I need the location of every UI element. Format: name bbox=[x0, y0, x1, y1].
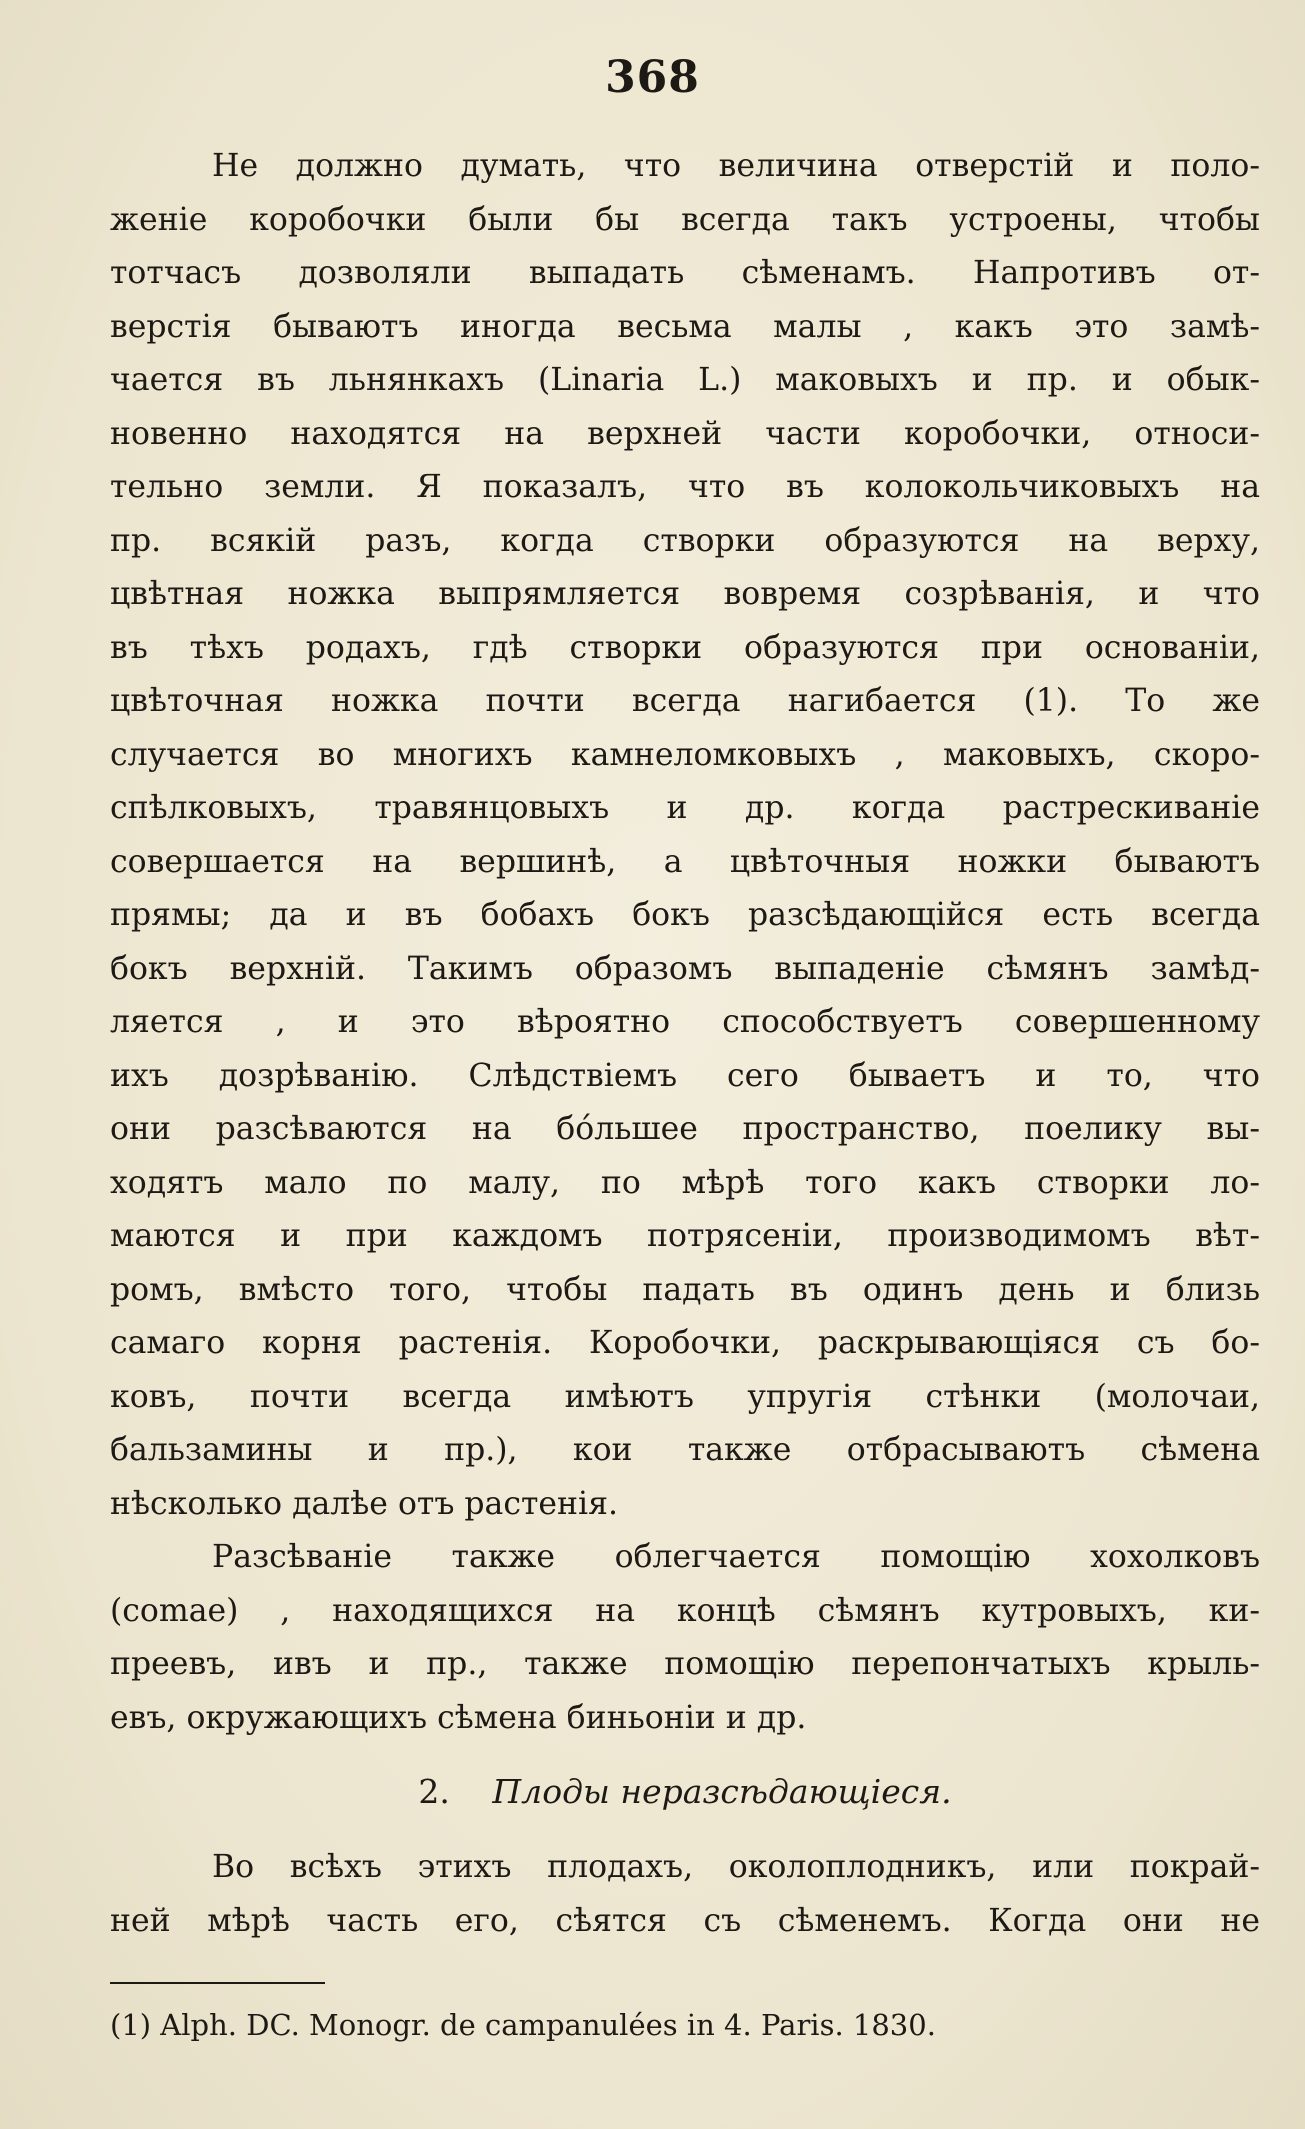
text-line: спѣлковыхъ, травянцовыхъ и др. когда растрескиваніе bbox=[110, 790, 1260, 826]
text-line: Разсѣваніе также облегчается помощію хохолковъ bbox=[212, 1539, 1260, 1575]
text-line: бальзамины и пр.), кои также отбрасываютъ сѣмена bbox=[110, 1432, 1260, 1468]
text-line: совершается на вершинѣ, а цвѣточныя ножки бываютъ bbox=[110, 843, 1260, 880]
text-line: новенно находятся на верхней части коробочки, относи- bbox=[110, 415, 1260, 452]
text-line: (comae) , находящихся на концѣ сѣмянъ кутровыхъ, ки- bbox=[110, 1592, 1260, 1629]
page-number: 368 bbox=[605, 52, 700, 103]
text-line: женіе коробочки были бы всегда такъ устроены, чтобы bbox=[110, 201, 1260, 238]
footnote: (1) Alph. DC. Monogr. de campanulées in 4. Paris. 1830. bbox=[110, 2008, 936, 2042]
section-title: Плоды неразсѣдающіеся. bbox=[492, 1772, 952, 1811]
text-line: они разсѣваются на бóльшее пространство, поелику вы- bbox=[110, 1111, 1260, 1147]
text-line: тотчасъ дозволяли выпадать сѣменамъ. Напротивъ от- bbox=[110, 255, 1260, 291]
paragraph-1 bbox=[110, 140, 1260, 1531]
text-line: Во всѣхъ этихъ плодахъ, околоплодникъ, или покрай- bbox=[212, 1849, 1260, 1885]
text-line: ней мѣрѣ часть его, сѣятся съ сѣменемъ. Когда они не bbox=[110, 1902, 1260, 1939]
text-line: тельно земли. Я показалъ, что въ колокольчиковыхъ на bbox=[110, 469, 1260, 505]
paragraph-3 bbox=[110, 1841, 1260, 1948]
section-heading bbox=[110, 1751, 1260, 1833]
text-line: ляется , и это вѣроятно способствуетъ совершенному bbox=[110, 1004, 1260, 1040]
footnote-divider bbox=[110, 1982, 325, 1984]
text-line: ходятъ мало по малу, по мѣрѣ того какъ створки ло- bbox=[110, 1164, 1260, 1201]
text-line: самаго корня растенія. Коробочки, раскрывающіяся съ бо- bbox=[110, 1325, 1260, 1361]
text-line: преевъ, ивъ и пр., также помощію перепончатыхъ крыль- bbox=[110, 1646, 1260, 1682]
text-line: чается въ льнянкахъ (Linaria L.) маковыхъ и пр. и обык- bbox=[110, 362, 1260, 398]
text-line: верстія бываютъ иногда весьма малы , какъ это замѣ- bbox=[110, 308, 1260, 345]
text-line: случается во многихъ камнеломковыхъ , маковыхъ, скоро- bbox=[110, 736, 1260, 773]
text-line: нѣсколько далѣе отъ растенія. bbox=[110, 1485, 618, 1522]
text-line: Не должно думать, что величина отверстій и поло- bbox=[212, 148, 1260, 184]
paragraph-2 bbox=[110, 1531, 1260, 1745]
section-number: 2. bbox=[418, 1772, 450, 1811]
text-line: евъ, окружающихъ сѣмена биньоніи и др. bbox=[110, 1699, 807, 1736]
text-line: цвѣточная ножка почти всегда нагибается (1). То же bbox=[110, 683, 1260, 719]
body-text bbox=[110, 140, 1260, 1948]
text-line: ковъ, почти всегда имѣютъ упругія стѣнки (молочаи, bbox=[110, 1378, 1260, 1415]
text-line: прямы; да и въ бобахъ бокъ разсѣдающійся есть всегда bbox=[110, 897, 1260, 933]
text-line: пр. всякій разъ, когда створки образуются на верху, bbox=[110, 522, 1260, 559]
text-line: ромъ, вмѣсто того, чтобы падать въ одинъ день и близь bbox=[110, 1271, 1260, 1308]
text-line: цвѣтная ножка выпрямляется вовремя созрѣванія, и что bbox=[110, 576, 1260, 612]
text-line: маются и при каждомъ потрясеніи, производимомъ вѣт- bbox=[110, 1218, 1260, 1254]
text-line: бокъ верхній. Такимъ образомъ выпаденіе сѣмянъ замѣд- bbox=[110, 950, 1260, 987]
text-line: въ тѣхъ родахъ, гдѣ створки образуются при основаніи, bbox=[110, 629, 1260, 666]
text-line: ихъ дозрѣванію. Слѣдствіемъ сего бываетъ и то, что bbox=[110, 1057, 1260, 1094]
